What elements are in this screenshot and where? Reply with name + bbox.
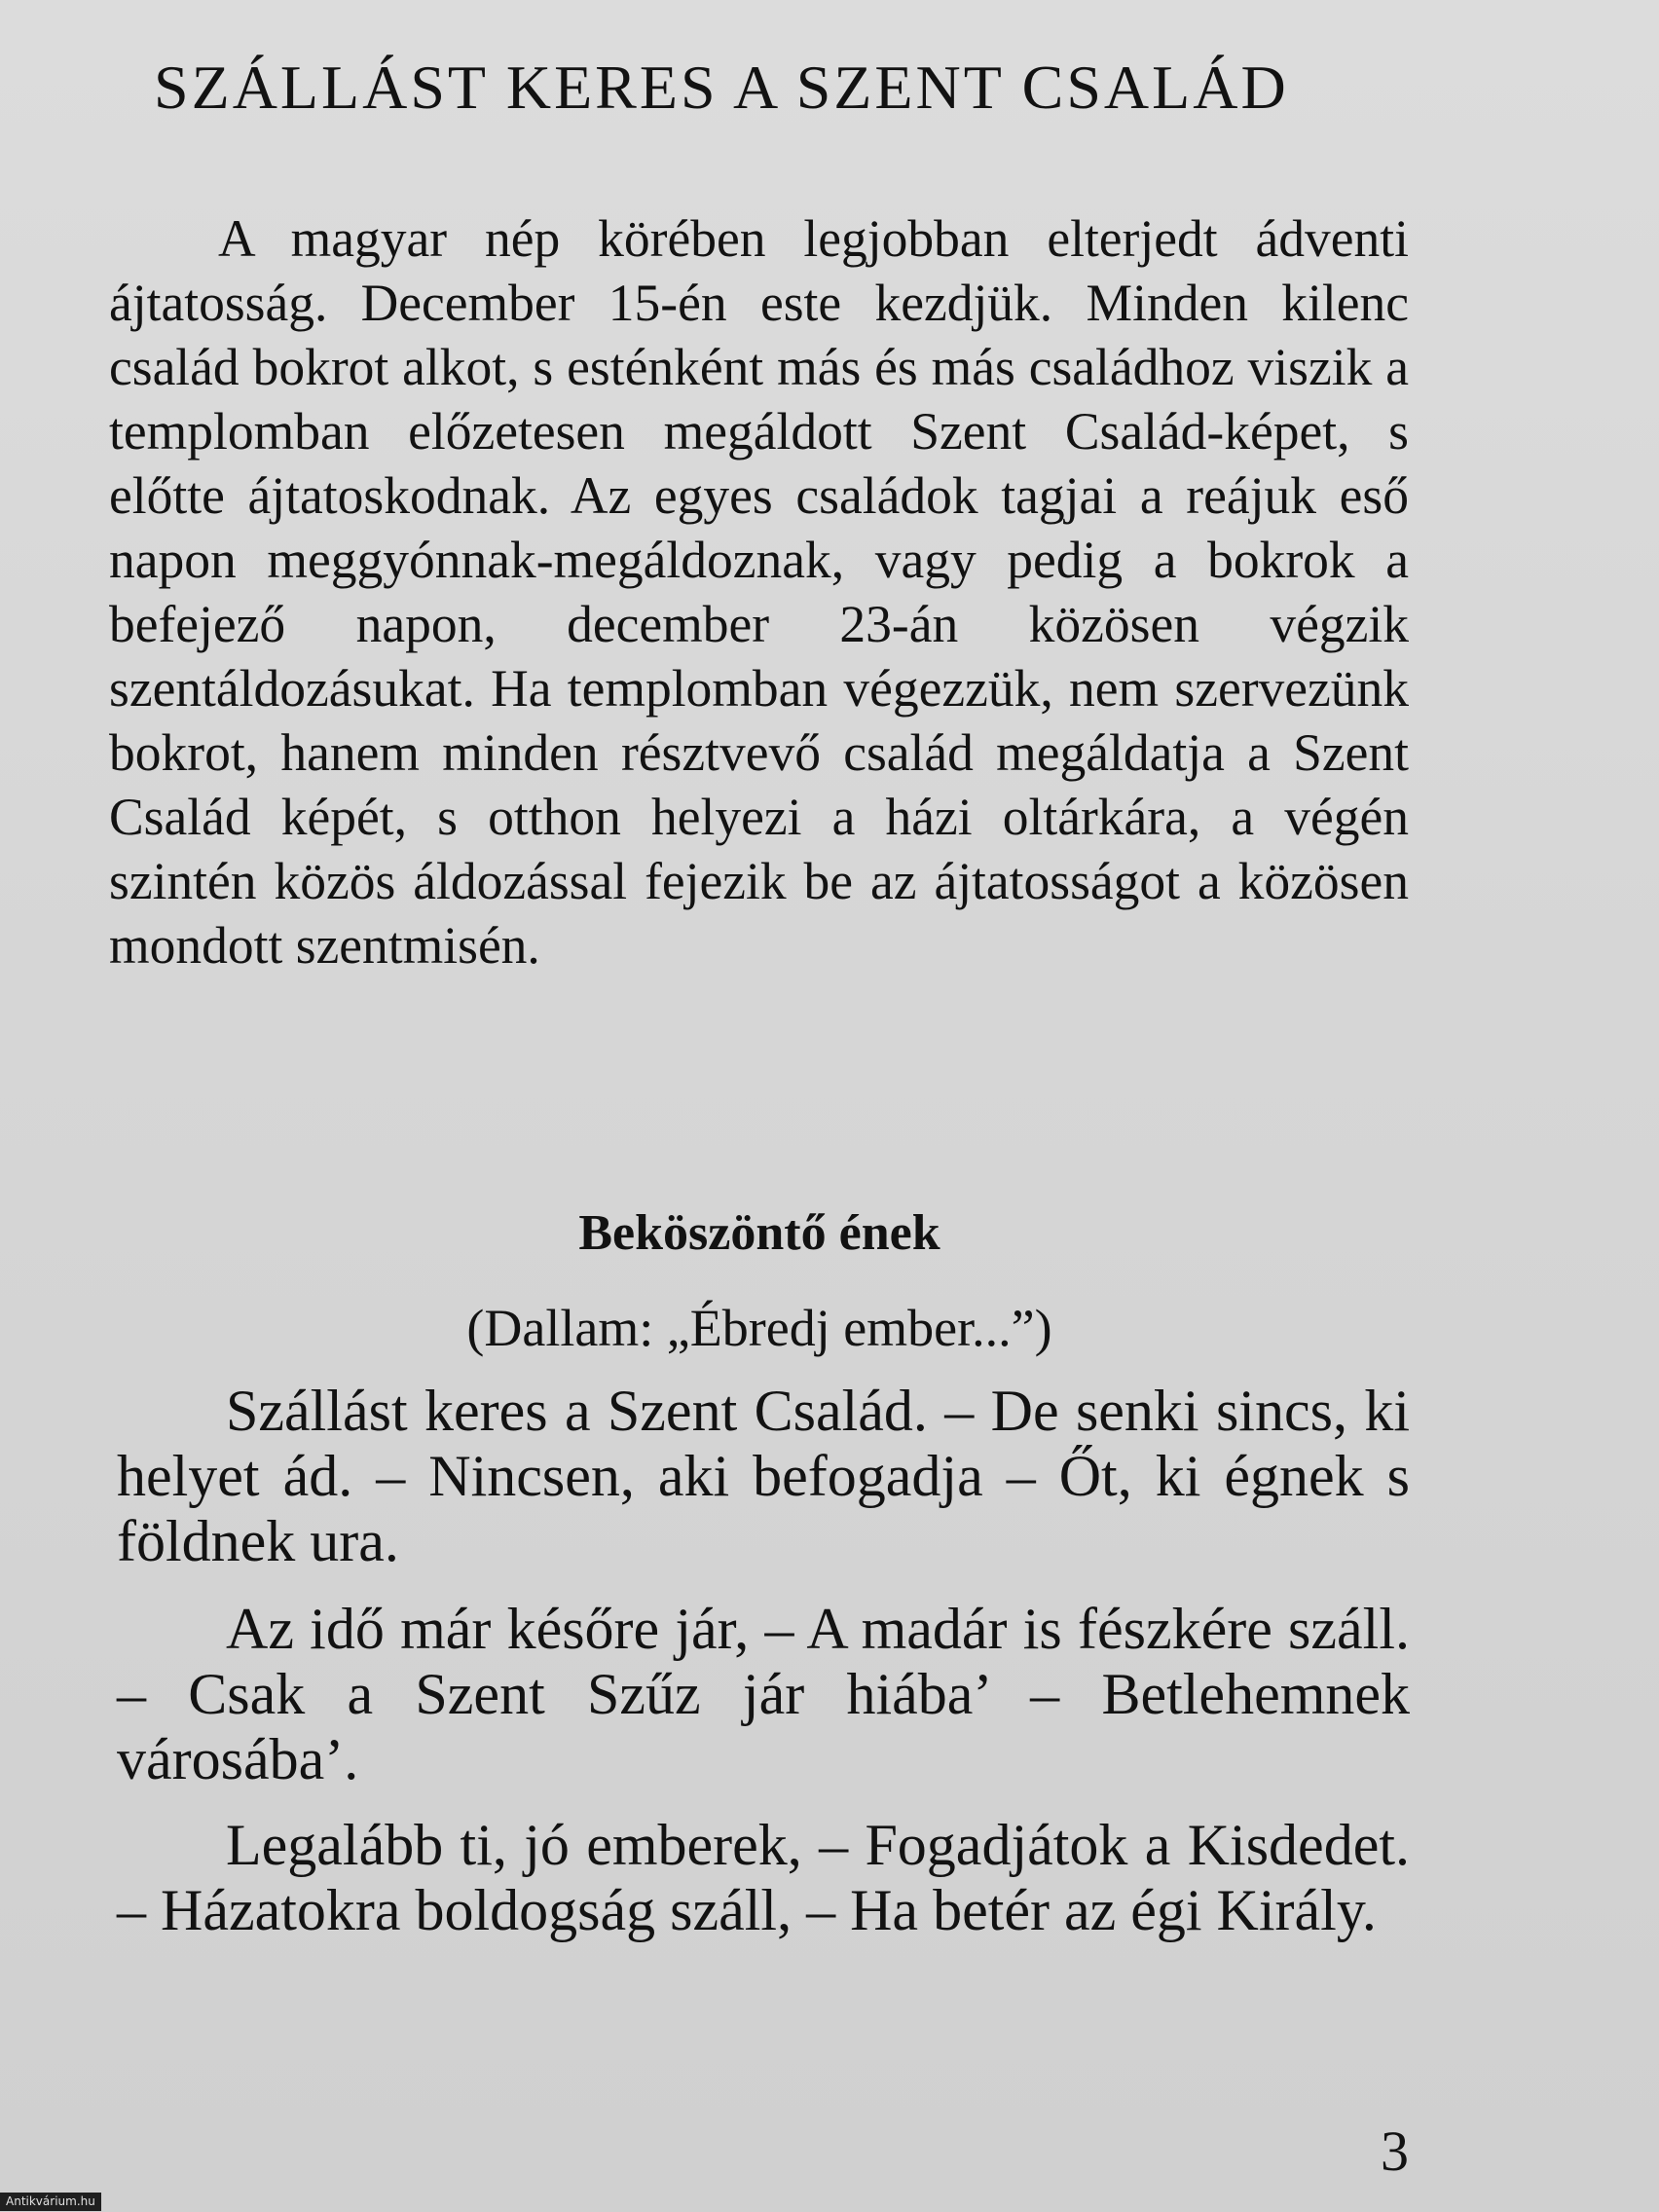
song-verse-1: Szállást keres a Szent Család. – De senki sincs, ki helyet ád. – Nincsen, aki befogadja – Őt, ki égnek s földnek ura. xyxy=(117,1379,1410,1573)
song-melody: (Dallam: „Ébredj ember...”) xyxy=(466,1299,1052,1357)
intro-paragraph: A magyar nép körében legjobban elterjedt ádventi ájtatosság. December 15-én este kezdjük. Minden kilenc család bokrot alkot, s esténként más és más családhoz viszik a templomban előzetesen megáldott Szent Család-képet, s előtte ájtatoskodnak. Az egyes családok tagjai a reájuk eső napon meggyónnak-megáldoznak, vagy pedig a bokrok a befejező napon, december 23-án közösen végzik szentáldozásukat. Ha templomban végezzük, nem szervezünk bokrot, hanem minden résztvevő család megáldatja a Szent Család képét, s otthon helyezi a házi oltárkára, a végén szintén közös áldozással fejezik be az ájtatosságot a közösen mondott szentmisén. xyxy=(109,209,1409,975)
page-title: SZÁLLÁST KERES A SZENT CSALÁD xyxy=(154,53,1289,122)
song-verse-3: Legalább ti, jó emberek, – Fogadjátok a Kisdedet. – Házatokra boldogság száll, – Ha betér az égi Király. xyxy=(117,1813,1410,1942)
page-number: 3 xyxy=(1381,2120,1409,2183)
song-verse-2: Az idő már későre jár, – A madár is fészkére száll. – Csak a Szent Szűz jár hiába’ – Betlehemnek városába’. xyxy=(117,1597,1410,1791)
watermark: Antikvárium.hu xyxy=(0,2193,101,2211)
song-title: Beköszöntő ének xyxy=(578,1205,940,1261)
